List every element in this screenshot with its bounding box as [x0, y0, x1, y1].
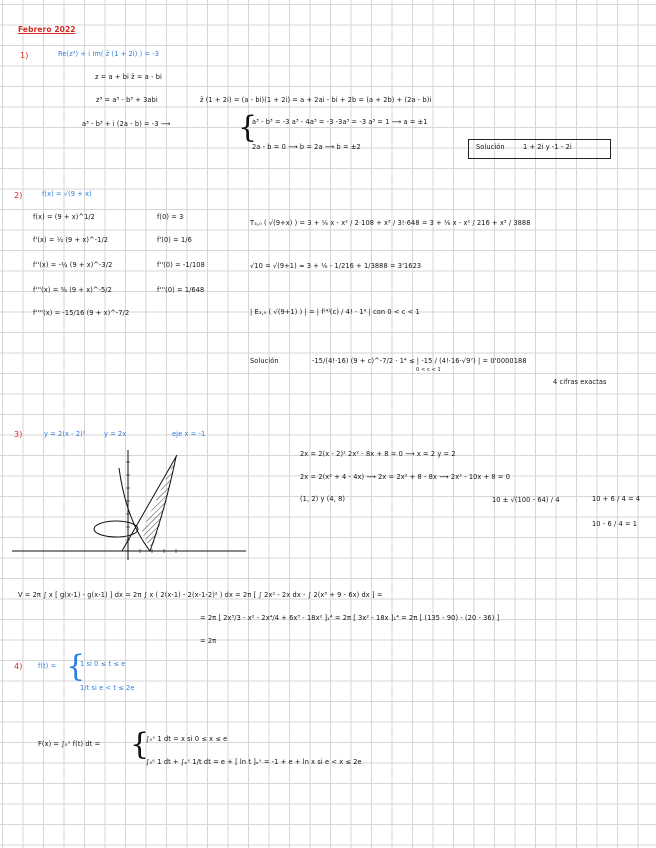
- sqrt10-approximation: √10 = √(9+1) ≃ 3 + ⅙ - 1/216 + 1/3888 = 3'1623: [250, 262, 422, 270]
- system-line-2: 2a - b = 0 ⟶ b = 2a ⟶ b = ±2: [252, 143, 361, 151]
- derivative-4: f''''(x) = -15/16 (9 + x)^-7/2: [33, 309, 130, 317]
- shaded-region: [142, 457, 176, 548]
- root-1: 10 + 6 / 4 = 4: [592, 495, 641, 503]
- system-brace: {: [238, 110, 258, 145]
- value-1: f'(0) = 1/6: [157, 236, 192, 244]
- derivative-0: f(x) = (9 + x)^1/2: [33, 213, 95, 221]
- intersection-points: (1, 2) y (4, 8): [300, 495, 346, 503]
- solution-label: Solución: [476, 143, 505, 151]
- problem-2-statement: f(x) = √(9 + x): [42, 190, 92, 198]
- equation-line: a³ - b³ + i (2a - b) = -3 ⟶: [82, 120, 171, 128]
- derivative-3: f'''(x) = ⅜ (9 + x)^-5/2: [33, 286, 112, 294]
- f-definition-brace: {: [66, 649, 86, 684]
- f-case-2: 1/t si e < t ≤ 2e: [80, 684, 135, 692]
- exact-digits-note: 4 cifras exactas: [553, 378, 607, 386]
- F-case-1: ∫₀ˣ 1 dt = x si 0 ≤ x ≤ e: [146, 735, 228, 743]
- F-case-2: ∫₀ᵉ 1 dt + ∫ₑˣ 1/t dt = e + [ ln t ]ₑˣ = -1 + e + ln x si e < x ≤ 2e: [146, 758, 362, 766]
- zbar-product: z̄ (1 + 2i) = (a - bi)(1 + 2i) = a + 2ai - bi + 2b = (a + 2b) + (2a - b)i: [200, 96, 432, 104]
- value-3: f'''(0) = 1/648: [157, 286, 205, 294]
- quadratic-formula: 10 ± √(100 - 64) / 4: [492, 496, 560, 504]
- error-solution-condition: 0 < c < 1: [416, 367, 441, 373]
- F-definition: F(x) = ∫₀ˣ f(t) dt =: [38, 740, 101, 748]
- taylor-polynomial: T₃,₀ ( √(9+x) ) = 3 + ⅙ x - x² / 2·108 + x³ / 3!·648 = 3 + ⅙ x - x² / 216 + x³ / 3888: [250, 219, 531, 227]
- value-0: f(0) = 3: [157, 213, 184, 221]
- problem-1-statement: Re(z³) + i Im( z̄ (1 + 2i) ) = -3: [58, 50, 160, 58]
- volume-integral: V = 2π ∫ x [ g(x-1) - g(x-1) ] dx = 2π ∫ x ( 2(x-1) - 2(x-1-2)² ) dx = 2π [ ∫ 2x² - 2x dx - ∫ 2(x³ + 9 - 6x) dx ] =: [18, 591, 383, 599]
- intersection-line-2: 2x = 2(x² + 4 - 4x) ⟶ 2x = 2x² + 8 - 8x ⟶ 2x² - 10x + 8 = 0: [300, 473, 511, 481]
- root-2: 10 - 6 / 4 = 1: [592, 520, 638, 528]
- solution-value: 1 + 2i y -1 - 2i: [523, 143, 572, 151]
- rotation-ellipse: [94, 521, 138, 537]
- page-title: Febrero 2022: [18, 25, 76, 34]
- z-cubed: z³ = a³ - b³ + 3abi: [96, 96, 158, 104]
- derivative-2: f''(x) = -¼ (9 + x)^-3/2: [33, 261, 113, 269]
- derivative-1: f'(x) = ½ (9 + x)^-1/2: [33, 236, 109, 244]
- F-definition-brace: {: [130, 727, 150, 762]
- volume-result: = 2π: [200, 637, 217, 645]
- rotation-axis: eje x = -1: [172, 430, 206, 438]
- curve-parabola: y = 2(x - 2)²: [44, 430, 86, 438]
- error-bound: | E₃,₀ ( √(9+1) ) | = | f⁽⁴⁾(c) / 4! · 1⁴ | con 0 < c < 1: [250, 308, 420, 316]
- volume-evaluation: = 2π [ 2x³/3 - x² - 2x⁴/4 + 6x³ - 18x² ]₁⁴ = 2π [ 3x² - 18x ]₁⁴ = 2π [ (135 - 90) - (20 - 36) ]: [200, 614, 500, 622]
- f-case-1: 1 si 0 ≤ t ≤ e: [80, 660, 126, 668]
- value-2: f''(0) = -1/108: [157, 261, 205, 269]
- z-definition: z = a + bi z̄ = a - bi: [95, 73, 162, 81]
- system-line-1: a³ - b³ = -3 a³ - 4a³ = -3 -3a³ = -3 a³ = 1 ⟶ a = ±1: [252, 118, 428, 126]
- error-solution-label: Solución: [250, 357, 279, 365]
- problem-3-number: 3): [14, 430, 23, 439]
- error-solution-expression: -15/(4!·16) (9 + c)^-7/2 · 1⁴ ≤ | -15 / (4!·16·√9⁷) | = 0'0000188: [312, 357, 527, 365]
- f-definition-label: f(t) =: [38, 662, 57, 670]
- curve-line: y = 2x: [104, 430, 127, 438]
- problem-1-number: 1): [20, 51, 29, 60]
- problem-4-number: 4): [14, 662, 23, 671]
- intersection-line-1: 2x = 2(x - 2)² 2x² - 8x + 8 = 0 ⟶ x = 2 y = 2: [300, 450, 456, 458]
- problem-2-number: 2): [14, 191, 23, 200]
